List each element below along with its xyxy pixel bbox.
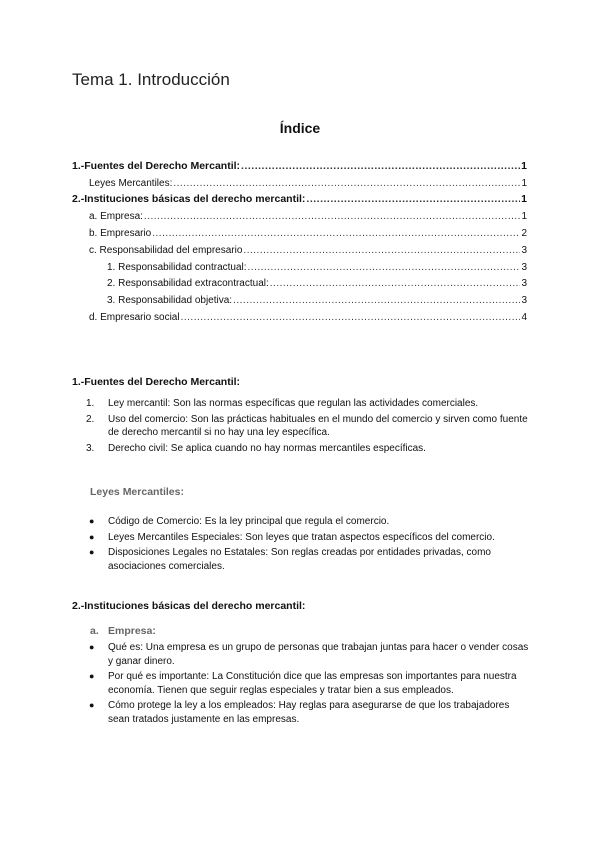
bullet-marker: ● [89, 531, 95, 542]
toc-entry-text: 2. Responsabilidad extracontractual: [107, 278, 269, 290]
toc-leader-dots [270, 278, 521, 289]
toc-entry[interactable] [72, 205, 527, 222]
list-item-text: Derecho civil: Se aplica cuando no hay normas mercantiles específicas. [108, 442, 426, 454]
list-item-text: Cómo protege la ley a los empleados: Hay reglas para asegurarse de que los trabajadores sean tratados justamente en las empresas. [108, 700, 510, 725]
toc-page-number: 3 [521, 261, 527, 273]
toc-page-number: 1 [521, 177, 527, 189]
toc-entry-text: 1.-Fuentes del Derecho Mercantil: [72, 159, 241, 172]
toc-leader-dots [243, 245, 520, 256]
section2-heading: 2.-Instituciones básicas del derecho mercantil: [72, 600, 306, 612]
toc-entry[interactable] [72, 189, 527, 206]
section1-heading: 1.-Fuentes del Derecho Mercantil: [72, 376, 241, 388]
leyes-heading: Leyes Mercantiles: [90, 486, 184, 498]
bullet-marker: ● [89, 642, 95, 652]
empresa-subheading [90, 625, 156, 637]
toc-leader-dots [173, 178, 520, 189]
toc-page-number: 3 [521, 244, 527, 256]
toc-page-number: 3 [521, 278, 527, 290]
list-item-text: Disposiciones Legales no Estatales: Son reglas creadas por entidades privadas, como asociaciones comerciales. [108, 547, 491, 572]
list-item-text: Qué es: Una empresa es un grupo de personas que trabajan juntas para hacer o vender cosas y ganar dinero. [108, 642, 529, 667]
toc-leader-dots [241, 160, 520, 172]
toc-leader-dots [248, 262, 521, 273]
list-item [72, 641, 532, 668]
toc-entry-text: c. Responsabilidad del empresario [89, 244, 243, 256]
toc-leader-dots [233, 295, 520, 306]
toc-page-number: 4 [521, 311, 527, 323]
toc-entry-text: b. Empresario [89, 227, 152, 239]
toc-entry[interactable] [72, 256, 527, 273]
toc-entry[interactable] [72, 239, 527, 256]
list-item [72, 670, 532, 697]
leyes-list [72, 515, 532, 575]
toc-entry-text: a. Empresa: [89, 211, 143, 223]
list-item-text: Leyes Mercantiles Especiales: Son leyes que tratan aspectos específicos del comercio. [108, 531, 495, 543]
list-item [72, 699, 532, 726]
toc-entry[interactable] [72, 172, 527, 189]
bullet-marker: ● [89, 671, 95, 681]
list-item [72, 515, 532, 529]
toc-entry-text: Leyes Mercantiles: [89, 177, 173, 189]
number-marker: 3. [86, 442, 95, 454]
table-of-contents [72, 155, 527, 323]
list-item-text: Por qué es importante: La Constitución dice que las empresas son importantes para nuestra economía. Tienen que seguir reglas especiales y tratar bien a sus empleados. [108, 671, 517, 696]
bullet-marker: ● [89, 516, 95, 526]
bullet-marker: ● [89, 547, 95, 557]
list-item [72, 546, 532, 573]
toc-leader-dots [181, 312, 521, 323]
bullet-marker: ● [89, 700, 95, 710]
list-item-text: Uso del comercio: Son las prácticas habituales en el mundo del comercio y sirven como fuente de derecho mercantil si no hay una ley específica. [108, 413, 528, 438]
toc-page-number: 1 [521, 193, 527, 206]
toc-leader-dots [152, 228, 520, 239]
list-item [72, 531, 532, 545]
toc-page-number: 2 [521, 227, 527, 239]
list-item-text: Ley mercantil: Son las normas específicas que regulan las actividades comerciales. [108, 398, 479, 409]
toc-page-number: 3 [521, 295, 527, 307]
list-item-text: Código de Comercio: Es la ley principal que regula el comercio. [108, 516, 390, 527]
toc-entry[interactable] [72, 273, 527, 290]
number-marker: 1. [86, 398, 95, 409]
toc-entry[interactable] [72, 222, 527, 239]
subheading-text: Empresa: [108, 625, 156, 637]
toc-entry[interactable] [72, 155, 527, 172]
subheading-marker: a. [90, 625, 99, 637]
number-marker: 2. [86, 413, 95, 425]
list-item [72, 442, 532, 456]
toc-entry-text: 2.-Instituciones básicas del derecho mercantil: [72, 193, 306, 206]
toc-page-number: 1 [521, 159, 527, 172]
document-title: Tema 1. Introducción [72, 70, 230, 89]
toc-entry-text: 1. Responsabilidad contractual: [107, 261, 247, 273]
section1-list [72, 397, 532, 457]
toc-page-number: 1 [521, 211, 527, 223]
toc-entry-text: d. Empresario social [89, 311, 180, 323]
list-item [72, 397, 532, 411]
toc-leader-dots [306, 193, 520, 205]
toc-leader-dots [144, 211, 521, 222]
empresa-list [72, 641, 532, 728]
toc-entry-text: 3. Responsabilidad objetiva: [107, 295, 233, 307]
index-title: Índice [279, 120, 321, 136]
toc-entry[interactable] [72, 289, 527, 306]
toc-entry[interactable] [72, 306, 527, 323]
list-item [72, 413, 532, 440]
